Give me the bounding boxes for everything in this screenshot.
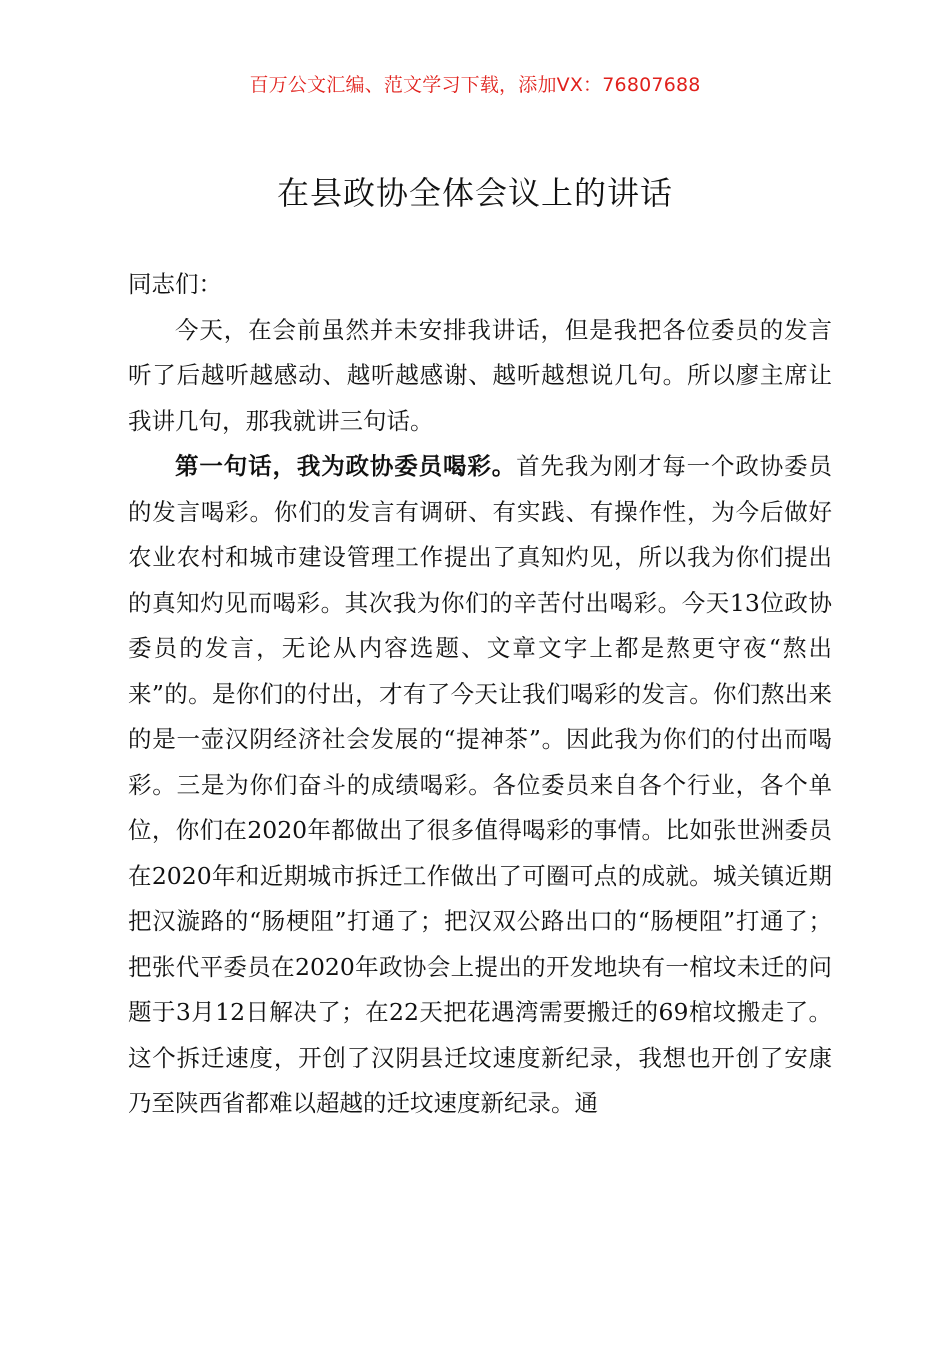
- watermark-text: 百万公文汇编、范文学习下载，添加VX：76807688: [249, 74, 701, 96]
- salutation: 同志们：: [128, 270, 222, 298]
- paragraph-text: 今天，在会前虽然并未安排我讲话，但是我把各位委员的发言听了后越听越感动、越听越感谢、越听越想说几句。所以廖主席让我讲几句，那我就讲三句话。: [128, 315, 832, 435]
- document-title: 在县政协全体会议上的讲话: [276, 174, 673, 212]
- paragraph-intro: [128, 308, 832, 445]
- paragraph-first-point: [128, 444, 832, 1127]
- watermark-banner: [0, 70, 950, 97]
- paragraph-text: 首先我为刚才每一个政协委员的发言喝彩。你们的发言有调研、有实践、有操作性，为今后做好农业农村和城市建设管理工作提出了真知灼见，所以我为你们提出的真知灼见而喝彩。其次我为你们的辛苦付出喝彩。今天13位政协委员的发言，无论从内容选题、文章文字上都是熬更守夜“熬出来”的。是你们的付出，才有了今天让我们喝彩的发言。你们熬出来的是一壶汉阴经济社会发展的“提神茶”。因此我为你们的付出而喝彩。三是为你们奋斗的成绩喝彩。各位委员来自各个行业，各个单位，你们在2020年都做出了很多值得喝彩的事情。比如张世洲委员在2020年和近期城市拆迁工作做出了可圈可点的成就。城关镇近期把汉漩路的“肠梗阻”打通了；把汉双公路出口的“肠梗阻”打通了；把张代平委员在2020年政协会上提出的开发地块有一棺坟未迁的问题于3月12日解决了；在22天把花遇湾需要搬迁的69棺坟搬走了。这个拆迁速度，开创了汉阴县迁坟速度新纪录，我想也开创了安康乃至陕西省都难以超越的迁坟速度新纪录。通: [128, 452, 833, 1117]
- document-body: [128, 262, 832, 1127]
- paragraph-lead: 第一句话，我为政协委员喝彩。: [175, 452, 517, 480]
